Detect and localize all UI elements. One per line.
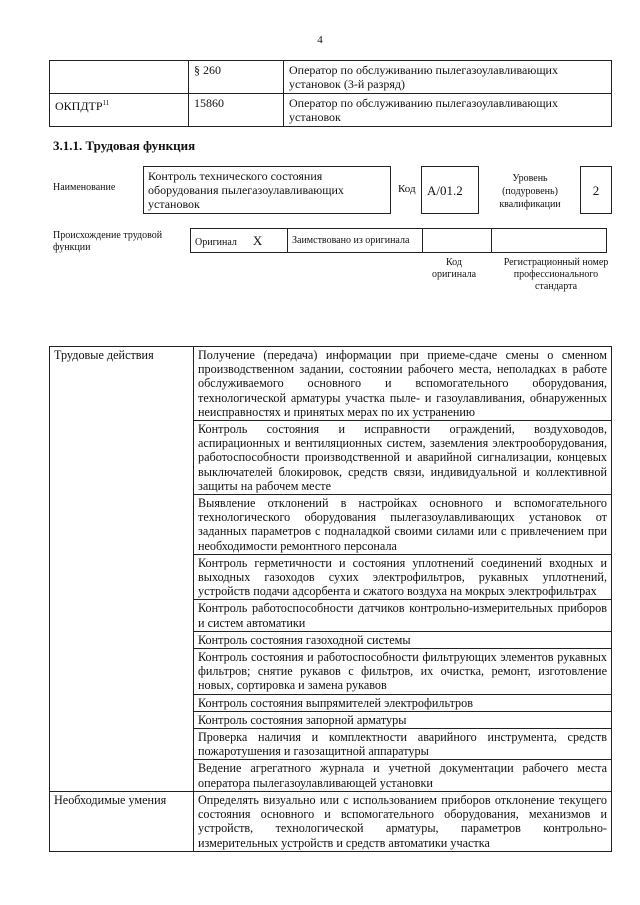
labor-action: Выявление отклонений в настройках основного и вспомогательного технологического оборудования пылегазоулавливающих установок от заданных параметров с подналадкой своими силами или с привлечением при необходимости ремонтного персонала bbox=[194, 495, 612, 555]
labor-action: Контроль состояния и исправности ограждений, воздуховодов, аспирационных и вентиляционных систем, заземления электрооборудования, работоспособности производственной и аварийной сигнализации, концевых выключателей блокировок, средств связи, индивидуальной и коллективной защиты на рабочем месте bbox=[194, 421, 612, 495]
reg-number-label: Регистрационный номер профессионального стандарта bbox=[503, 257, 609, 292]
origin-table bbox=[190, 228, 607, 253]
table-row bbox=[50, 347, 612, 421]
labor-action: Ведение агрегатного журнала и учетной документации рабочего места оператора пылегазоулавливающей установки bbox=[194, 760, 612, 791]
table-row bbox=[50, 61, 612, 94]
borrowed-label: Заимствовано из оригинала bbox=[292, 235, 410, 246]
labor-action: Контроль работоспособности датчиков контрольно-измерительных приборов и систем автоматики bbox=[194, 600, 612, 631]
code-label: Код bbox=[398, 183, 416, 195]
table-row bbox=[191, 229, 607, 253]
function-name-box: Контроль технического состояния оборудования пылегазоулавливающих установок bbox=[143, 166, 391, 214]
table-row bbox=[50, 94, 612, 127]
table-row bbox=[50, 791, 612, 851]
original-mark: X bbox=[252, 232, 263, 248]
value-cell: 15860 bbox=[189, 94, 284, 127]
labor-function-table bbox=[49, 346, 612, 852]
skills-label: Необходимые умения bbox=[50, 791, 194, 851]
labor-action: Контроль состояния газоходной системы bbox=[194, 631, 612, 648]
code-original-label: Код оригинала bbox=[431, 257, 477, 280]
labor-action: Проверка наличия и комплектности аварийного инструмента, средств пожаротушения и газозащитной аппаратуры bbox=[194, 729, 612, 760]
section-title: 3.1.1. Трудовая функция bbox=[53, 138, 196, 153]
origin-label: Происхождение трудовой функции bbox=[53, 230, 163, 253]
code-cell bbox=[50, 61, 189, 94]
labor-action: Контроль состояния запорной арматуры bbox=[194, 711, 612, 728]
labor-action: Контроль состояния и работоспособности фильтрующих элементов рукавных фильтров; снятие рукавов с фильтров, их очистка, ремонт, изготовление новых, сортировка и замена рукавов bbox=[194, 649, 612, 695]
labor-action: Контроль состояния выпрямителей электрофильтров bbox=[194, 694, 612, 711]
name-cell: Оператор по обслуживанию пылегазоулавливающих установок bbox=[284, 94, 612, 127]
code-text: ОКПДТР bbox=[55, 99, 103, 113]
original-cell bbox=[191, 229, 288, 253]
name-cell: Оператор по обслуживанию пылегазоулавливающих установок (3-й разряд) bbox=[284, 61, 612, 94]
name-label: Наименование bbox=[53, 182, 116, 193]
code-cell bbox=[50, 94, 189, 127]
qualification-level-label: Уровень (подуровень) квалификации bbox=[499, 173, 561, 210]
page-number: 4 bbox=[317, 34, 323, 46]
codes-table bbox=[49, 60, 612, 127]
function-code-box: А/01.2 bbox=[421, 166, 479, 214]
labor-action: Получение (передача) информации при приеме-сдаче смены о сменном производственном задании, состоянии рабочего места, неполадках в работе обслуживаемого основного и вспомогательного оборудования, технологической арматуры участка пыле- и газоулавливания, обнаруженных неисправностях и принятых мерах по их устранению bbox=[194, 347, 612, 421]
qualification-level-box: 2 bbox=[580, 166, 612, 214]
reg-number-cell bbox=[492, 229, 607, 253]
value-cell: § 260 bbox=[189, 61, 284, 94]
skill-item: Определять визуально или с использованием приборов отклонение текущего состояния основного и вспомогательного оборудования, механизмов и устройств, технологической арматуры, параметров контрольно-измерительных устройств и средств автоматики участка bbox=[194, 791, 612, 851]
labor-actions-label: Трудовые действия bbox=[50, 347, 194, 792]
code-original-cell bbox=[423, 229, 492, 253]
original-label: Оригинал bbox=[195, 236, 237, 248]
borrowed-cell bbox=[288, 229, 423, 253]
labor-action: Контроль герметичности и состояния уплотнений соединений входных и выходных газоходов сухих электрофильтров, рукавных уплотнений, устройств подачи адсорбента и сжатого воздуха на мокрых электрофильтрах bbox=[194, 554, 612, 600]
footnote-ref: 11 bbox=[102, 99, 110, 107]
